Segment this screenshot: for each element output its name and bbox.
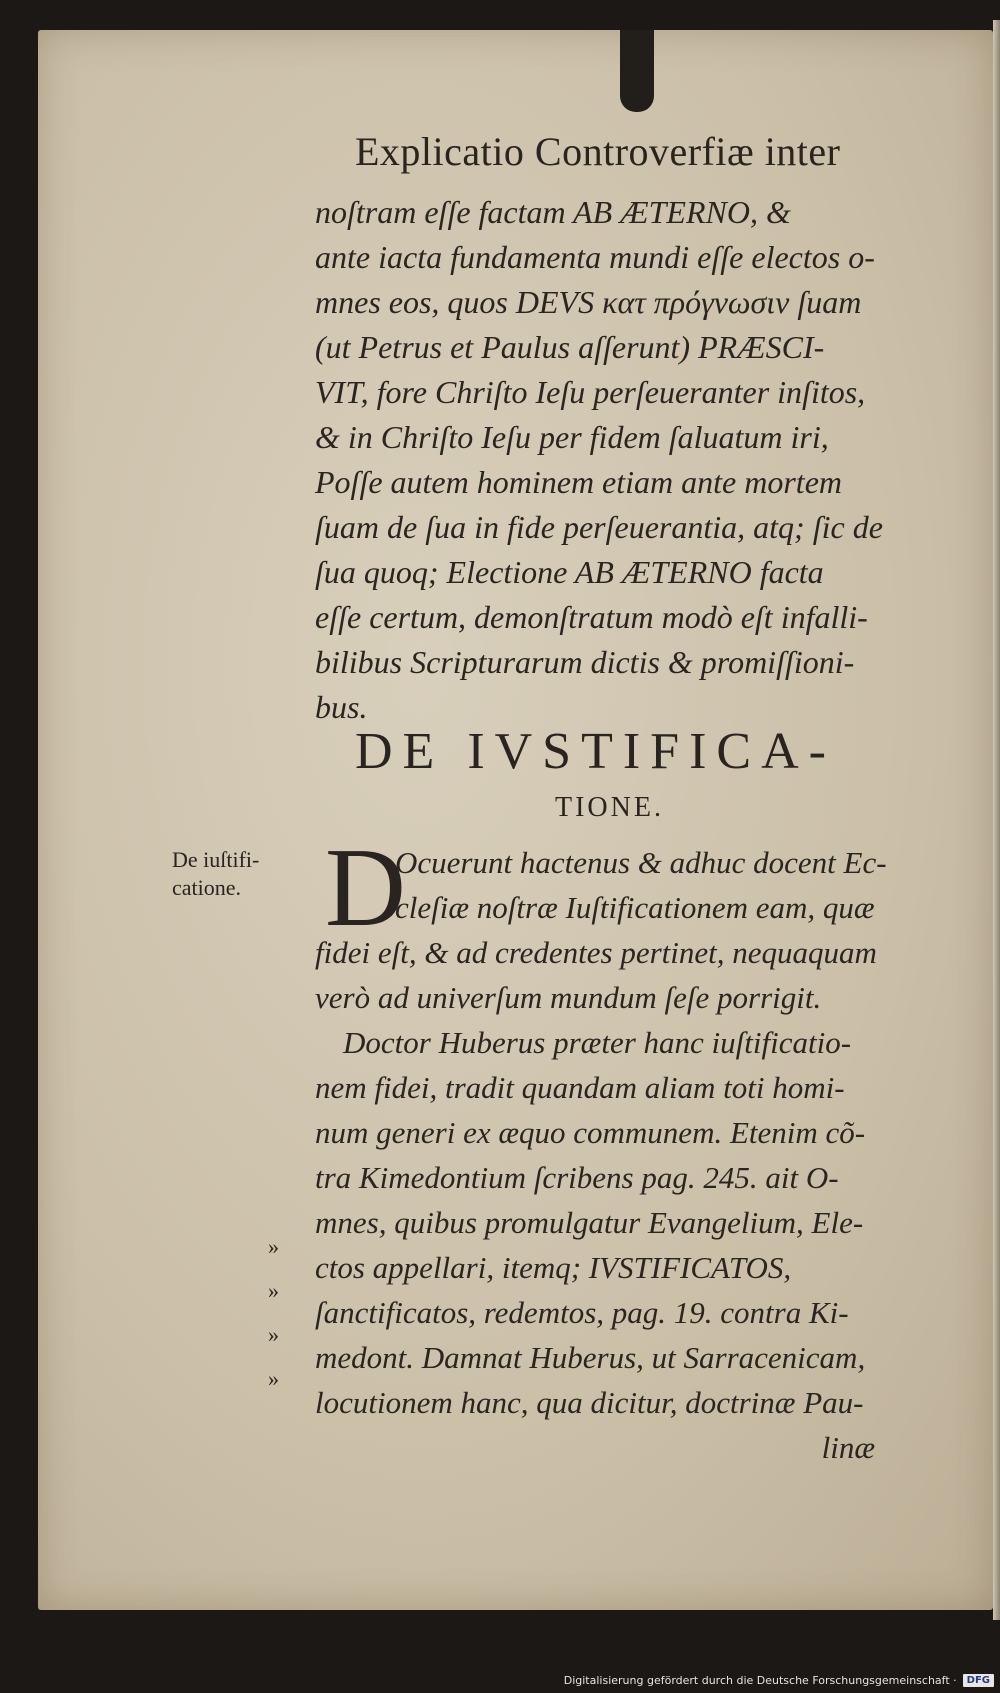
- section-heading: DE IVSTIFICA-: [355, 723, 836, 780]
- text-line: bilibus Scripturarum dictis & promiſſioni-: [315, 644, 855, 680]
- quote-mark: »: [268, 1322, 279, 1347]
- text-line: Ocuerunt hactenus & adhuc docent Ec-: [395, 845, 887, 880]
- section-heading-continuation: TIONE.: [555, 792, 664, 823]
- footer-text: Digitalisierung gefördert durch die Deutsche Forschungsgemeinschaft ·: [563, 1673, 957, 1687]
- text-line: num generi ex æquo communem. Etenim cõ-: [315, 1115, 866, 1150]
- dfg-logo-icon: DFG: [963, 1674, 994, 1687]
- text-line: & in Chriſto Ieſu per fidem ſaluatum iri,: [315, 419, 829, 455]
- text-line: nem fidei, tradit quandam aliam toti homi-: [315, 1070, 845, 1105]
- quotation-marks: [268, 1225, 308, 1401]
- digitization-footer: [564, 1669, 994, 1691]
- text-line: eſſe certum, demonſtratum modò eſt infalli-: [315, 599, 868, 635]
- text-line: ſuam de ſua in fide perſeuerantia, atq; ſic de: [315, 509, 883, 545]
- paragraph: [315, 826, 955, 1470]
- margin-note-line: catione.: [172, 875, 242, 900]
- text-line: cleſiæ noſtræ Iuſtificationem eam, quæ: [395, 890, 875, 925]
- quote-mark: »: [268, 1278, 279, 1303]
- text-line: fidei eſt, & ad credentes pertinet, nequaquam: [315, 935, 877, 970]
- text-line: mnes, quibus promulgatur Evangelium, Ele-: [315, 1205, 864, 1240]
- text-line: ctos appellari, itemq; IVSTIFICATOS,: [315, 1250, 792, 1285]
- quote-mark: »: [268, 1234, 279, 1259]
- text-line: mnes eos, quos DEVS κατ πρόγνωσιν ſuam: [315, 284, 862, 320]
- text-line: VIT, fore Chriſto Ieſu perſeueranter inſitos,: [315, 374, 866, 410]
- text-line: medont. Damnat Huberus, ut Sarracenicam,: [315, 1340, 866, 1375]
- continued-text: [315, 190, 955, 730]
- text-line: Poſſe autem hominem etiam ante mortem: [315, 464, 842, 500]
- text-line: (ut Petrus et Paulus aſſerunt) PRÆSCI-: [315, 329, 825, 365]
- text-line: Doctor Huberus præter hanc iuſtificatio-: [343, 1025, 852, 1060]
- text-line: noſtram eſſe factam AB ÆTERNO, &: [315, 194, 791, 230]
- text-line: verò ad univerſum mundum ſeſe porrigit.: [315, 980, 822, 1015]
- text-line: tra Kimedontium ſcribens pag. 245. ait O-: [315, 1160, 839, 1195]
- text-line: ante iacta fundamenta mundi eſſe electos o-: [315, 239, 875, 275]
- margin-note-line: De iuſtifi-: [172, 847, 260, 872]
- drop-cap: D: [325, 826, 406, 950]
- page-tab-mark: [620, 30, 654, 112]
- page-edge: [993, 20, 1000, 1620]
- catchword: linæ: [821, 1430, 875, 1465]
- quote-mark: »: [268, 1366, 279, 1391]
- running-head: Explicatio Controverfiæ inter: [355, 129, 841, 174]
- text-line: locutionem hanc, qua dicitur, doctrinæ Pau-: [315, 1385, 864, 1420]
- margin-note: [172, 846, 312, 902]
- text-line: bus.: [315, 689, 368, 725]
- text-line: ſua quoq; Electione AB ÆTERNO facta: [315, 554, 824, 590]
- text-line: ſanctificatos, redemtos, pag. 19. contra Ki-: [315, 1295, 849, 1330]
